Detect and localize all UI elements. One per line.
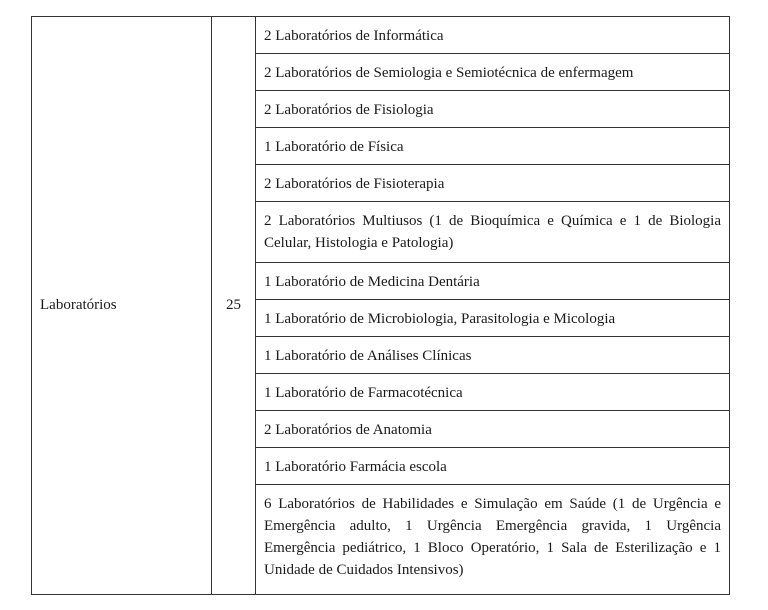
- lab-item: 1 Laboratório de Microbiologia, Parasitologia e Micologia: [256, 300, 730, 337]
- lab-item: 1 Laboratório de Análises Clínicas: [256, 337, 730, 374]
- lab-item: 6 Laboratórios de Habilidades e Simulação em Saúde (1 de Urgência e Emergência adulto, 1 Urgência Emergência gravida, 1 Urgência Emergência pediátrico, 1 Bloco Operatório, 1 Sala de Esterilização e 1 Unidade de Cuidados Intensivos): [256, 485, 730, 595]
- lab-item: 2 Laboratórios de Anatomia: [256, 411, 730, 448]
- lab-item: 2 Laboratórios Multiusos (1 de Bioquímica e Química e 1 de Biologia Celular, Histologia e Patologia): [256, 202, 730, 263]
- lab-item: 1 Laboratório de Física: [256, 128, 730, 165]
- table-row: [32, 17, 730, 54]
- category-cell: Laboratórios: [32, 17, 212, 595]
- lab-item: 2 Laboratórios de Fisiologia: [256, 91, 730, 128]
- lab-item: 2 Laboratórios de Fisioterapia: [256, 165, 730, 202]
- count-cell: 25: [212, 17, 256, 595]
- lab-item: 2 Laboratórios de Informática: [256, 17, 730, 54]
- laboratories-table: [31, 16, 730, 595]
- lab-item: 1 Laboratório Farmácia escola: [256, 448, 730, 485]
- lab-item: 1 Laboratório de Medicina Dentária: [256, 263, 730, 300]
- lab-item: 1 Laboratório de Farmacotécnica: [256, 374, 730, 411]
- lab-item: 2 Laboratórios de Semiologia e Semiotécnica de enfermagem: [256, 54, 730, 91]
